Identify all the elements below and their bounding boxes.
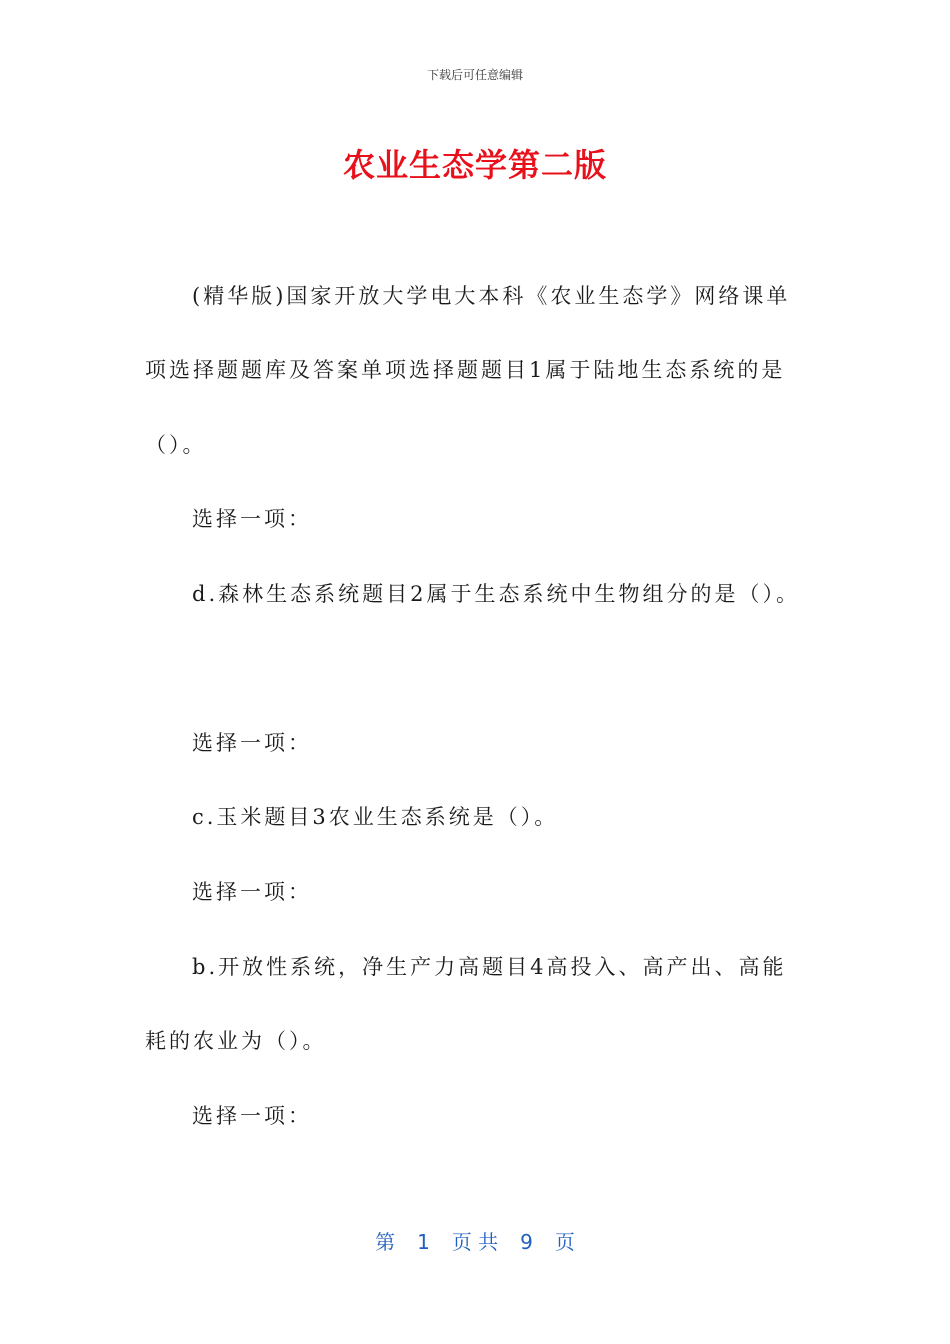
document-title: 农业生态学第二版 (342, 146, 607, 184)
footer-page-prefix: 第 (375, 1230, 396, 1254)
footer-total-pages: 9 (520, 1230, 533, 1254)
paragraph-line-2: 项选择题题库及答案单项选择题题目1属于陆地生态系统的是 (145, 358, 786, 382)
option-prompt-1: 选择一项： (192, 507, 312, 531)
paragraph-line-4: d.森林生态系统题目2属于生态系统中生物组分的是（）。 (192, 582, 800, 606)
paragraph-line-3: （）。 (145, 433, 207, 457)
option-prompt-3: 选择一项： (192, 880, 312, 904)
option-prompt-4: 选择一项： (192, 1104, 312, 1128)
footer-page-suffix: 页 (554, 1230, 575, 1254)
paragraph-line-1: (精华版)国家开放大学电大本科《农业生态学》网络课单 (192, 284, 791, 308)
page-footer (0, 1226, 950, 1255)
paragraph-line-6: b.开放性系统，净生产力高题目4高投入、高产出、高能 (192, 955, 787, 979)
footer-page-middle: 页 共 (451, 1230, 499, 1254)
header-note: 下载后可任意编辑 (426, 68, 523, 82)
footer-page-number: 1 (417, 1230, 430, 1254)
paragraph-line-7: 耗的农业为（）。 (145, 1029, 327, 1053)
paragraph-line-5: c.玉米题目3农业生态系统是（）。 (192, 805, 559, 829)
option-prompt-2: 选择一项： (192, 731, 312, 755)
